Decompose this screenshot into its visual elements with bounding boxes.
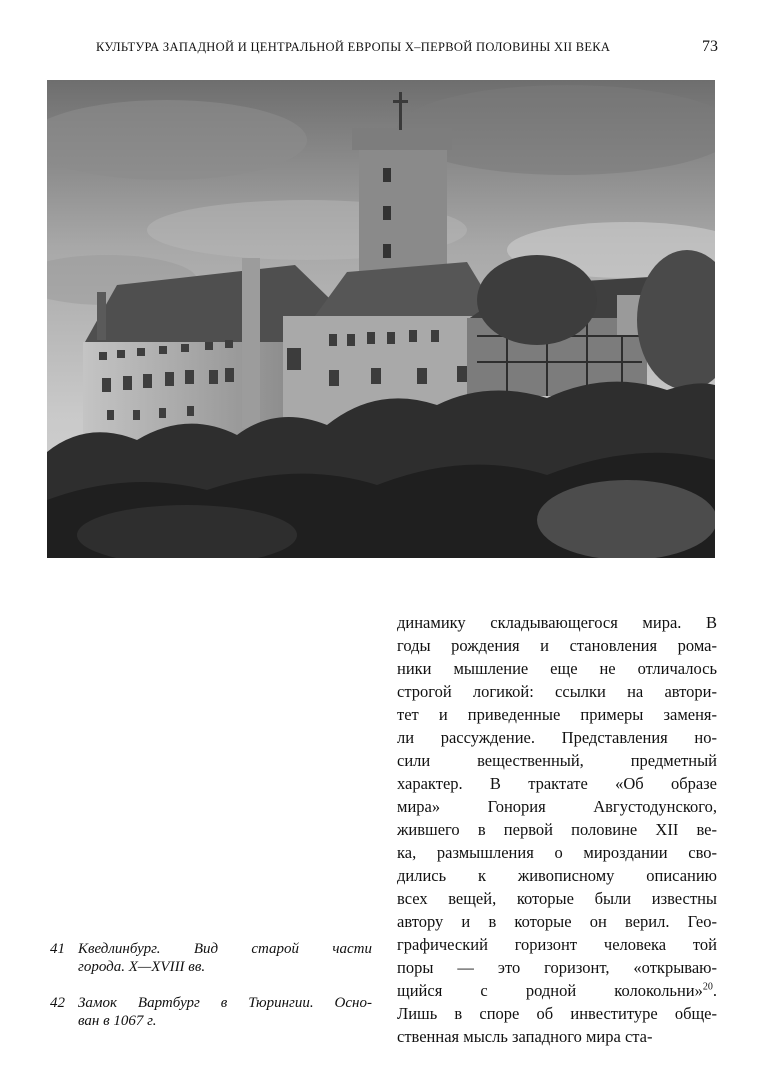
text-line: динамику складывающегося мира. В — [397, 613, 717, 632]
text-line: жившего в первой половине XII ве- — [397, 820, 717, 839]
text-line: ники мышление еще не отличалось — [397, 659, 717, 678]
footnote-ref: 20 — [702, 981, 713, 993]
text-line: графический горизонт человека той — [397, 935, 717, 954]
castle-photograph — [47, 80, 715, 558]
caption-line: Замок Вартбург в Тюрингии. Осно- — [78, 995, 372, 1011]
caption-number: 41 — [50, 941, 65, 957]
text-line: ли рассуждение. Представления но- — [397, 728, 717, 747]
caption-text — [78, 994, 372, 1030]
main-text — [397, 611, 717, 1048]
caption-line: города. X—XVIII вв. — [78, 959, 206, 975]
caption-number: 42 — [50, 995, 65, 1011]
caption-42 — [50, 994, 372, 1030]
caption-text — [78, 940, 372, 976]
running-title: КУЛЬТУРА ЗАПАДНОЙ И ЦЕНТРАЛЬНОЙ ЕВРОПЫ X–ПЕРВОЙ ПОЛОВИНЫ XII ВЕКА — [96, 40, 611, 54]
text-line: характер. В трактате «Об образе — [397, 774, 717, 793]
caption-line: Кведлинбург. Вид старой части — [78, 941, 372, 957]
text-line: сили вещественный, предметный — [397, 751, 717, 770]
text-line: Лишь в споре об инвеституре обще- — [397, 1004, 717, 1023]
text-line: поры — это горизонт, «открываю- — [397, 958, 717, 977]
text-line: ственная мысль западного мира ста- — [397, 1027, 653, 1046]
wartburg-castle-image — [47, 80, 715, 558]
caption-41 — [50, 940, 372, 976]
text-line: строгой логикой: ссылки на автори- — [397, 682, 717, 701]
caption-line: ван в 1067 г. — [78, 1013, 157, 1029]
text-line: мира» Гонория Августодунского, — [397, 797, 717, 816]
text-line: тет и приведенные примеры заменя- — [397, 705, 717, 724]
text-line: дились к живописному описанию — [397, 866, 717, 885]
text-line-with-footnote — [397, 979, 717, 1002]
text-line: ка, размышления о мироздании сво- — [397, 843, 717, 862]
figure-captions — [50, 940, 372, 1048]
running-header — [96, 38, 718, 58]
text-line: автору и в которые он верил. Гео- — [397, 912, 717, 931]
text-line: годы рождения и становления рома- — [397, 636, 717, 655]
page-number: 73 — [702, 38, 718, 55]
text-line-content: щийся с родной колокольни» — [397, 981, 703, 1000]
text-line: всех вещей, которые были известны — [397, 889, 717, 908]
footnote-punct: . — [712, 981, 717, 1000]
